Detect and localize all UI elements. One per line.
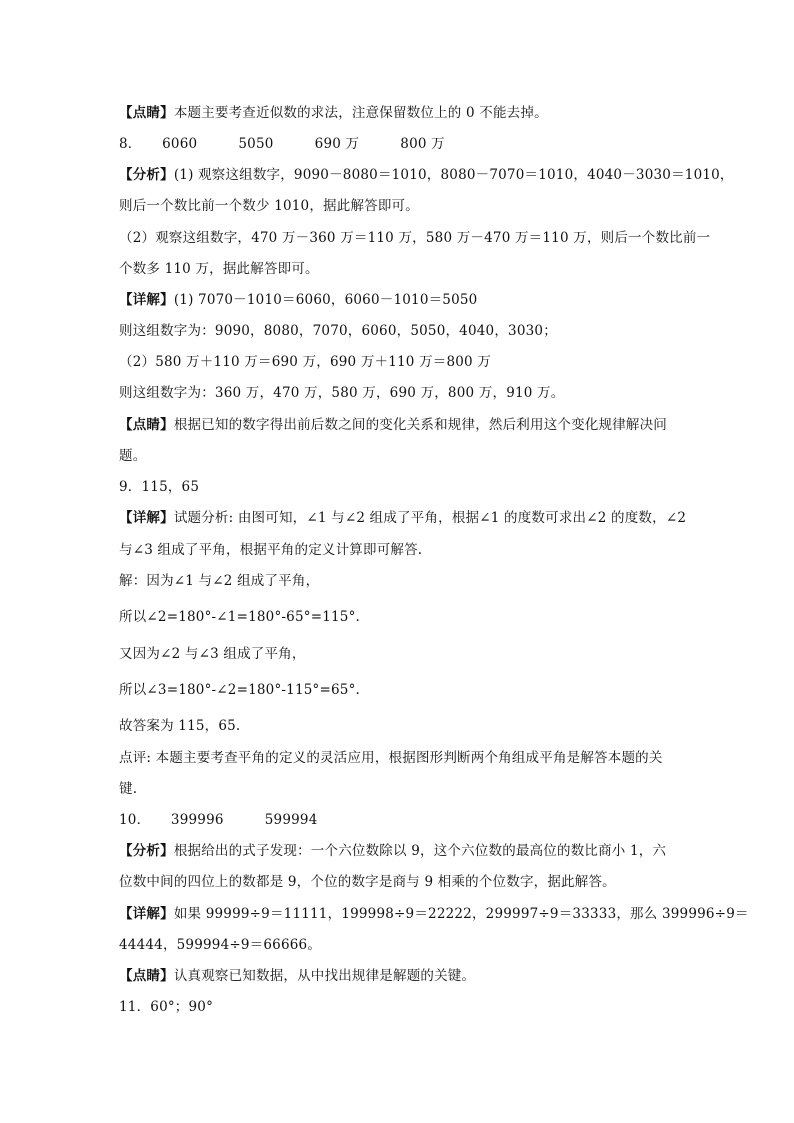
text-line [119, 104, 548, 122]
text-line [119, 353, 491, 371]
text-line [119, 166, 734, 184]
text-line [119, 509, 686, 527]
section-tag: 【分析】 [119, 167, 174, 183]
text-line [119, 681, 360, 699]
line-text: 题。 [119, 448, 147, 464]
text-line [119, 229, 710, 247]
answer-line [119, 998, 213, 1016]
line-text: 个数多 110 万，据此解答即可。 [119, 261, 319, 277]
section-tag: 【点睛】 [119, 968, 174, 984]
line-text: 位数中间的四位上的数都是 9，个位的数字是商与 9 相乘的个位数字，据此解答。 [119, 874, 616, 890]
line-text: 根据给出的式子发现：一个六位数除以 9，这个六位数的最高位的数比商小 1，六 [173, 843, 667, 859]
text-line [119, 780, 137, 798]
text-line [119, 572, 319, 590]
line-text: 44444，599994÷9＝66666。 [119, 937, 322, 953]
line-text: 键. [119, 781, 138, 797]
line-text: 10． 399996 599994 [119, 812, 318, 828]
line-text: 11．60°；90° [119, 999, 214, 1015]
line-text: 则后一个数比前一个数少 1010，据此解答即可。 [119, 198, 419, 214]
line-text: 则这组数字为：360 万，470 万，580 万，690 万，800 万，910 万。 [119, 385, 565, 401]
text-line [119, 384, 564, 402]
line-text: 所以∠3=180°-∠2=180°-115°=65°. [119, 682, 361, 698]
line-text: 认真观察已知数据，从中找出规律是解题的关键。 [173, 968, 476, 984]
text-line [119, 416, 667, 434]
section-tag: 【分析】 [119, 843, 174, 859]
section-tag: 【详解】 [119, 906, 174, 922]
text-line [119, 936, 321, 954]
line-text: (1) 7070－1010＝6060，6060－1010＝5050 [173, 292, 478, 308]
line-text: （2）观察这组数字，470 万－360 万＝110 万，580 万－470 万＝110 万，则后一个数比前一 [119, 230, 711, 246]
line-text: 9．115，65 [119, 479, 200, 495]
text-line [119, 842, 666, 860]
text-line [119, 967, 475, 985]
answer-line [119, 135, 445, 153]
section-tag: 【点睛】 [119, 417, 174, 433]
line-text: (1) 观察这组数字，9090－8080＝1010，8080－7070＝1010，4040－3030＝1010， [173, 167, 734, 183]
line-text: 8． 6060 5050 690 万 800 万 [119, 136, 445, 152]
line-text: 如果 99999÷9＝11111，199998÷9＝22222，299997÷9＝33333，那么 399996÷9＝ [173, 906, 749, 922]
text-line [119, 645, 306, 663]
line-text: 根据已知的数字得出前后数之间的变化关系和规律，然后利用这个变化规律解决问 [173, 417, 668, 433]
text-line [119, 749, 663, 767]
text-line [119, 541, 422, 559]
text-line [119, 905, 749, 923]
line-text: 故答案为 115，65. [119, 718, 241, 734]
text-line [119, 717, 240, 735]
line-text: 与∠3 组成了平角，根据平角的定义计算即可解答. [119, 542, 423, 558]
line-text: 则这组数字为：9090，8080，7070，6060，5050，4040，3030； [119, 323, 557, 339]
section-tag: 【详解】 [119, 510, 174, 526]
text-line [119, 873, 616, 891]
line-text: 试题分析: 由图可知，∠1 与∠2 组成了平角，根据∠1 的度数可求出∠2 的度数，∠2 [173, 510, 687, 526]
text-line [119, 608, 360, 626]
text-line [119, 291, 477, 309]
answer-line [119, 478, 199, 496]
text-line [119, 322, 557, 340]
text-line [119, 447, 146, 465]
section-tag: 【详解】 [119, 292, 174, 308]
line-text: 点评: 本题主要考查平角的定义的灵活应用，根据图形判断两个角组成平角是解答本题的关 [119, 750, 663, 766]
line-text: 又因为∠2 与∠3 组成了平角， [119, 646, 306, 662]
answer-line [119, 811, 318, 829]
line-text: 所以∠2=180°-∠1=180°-65°=115°. [119, 609, 361, 625]
text-line [119, 260, 319, 278]
line-text: 解：因为∠1 与∠2 组成了平角， [119, 573, 320, 589]
line-text: （2）580 万＋110 万＝690 万，690 万＋110 万＝800 万 [119, 354, 492, 370]
line-text: 本题主要考查近似数的求法，注意保留数位上的 0 不能去掉。 [173, 105, 548, 121]
section-tag: 【点睛】 [119, 105, 174, 121]
text-line [119, 197, 419, 215]
